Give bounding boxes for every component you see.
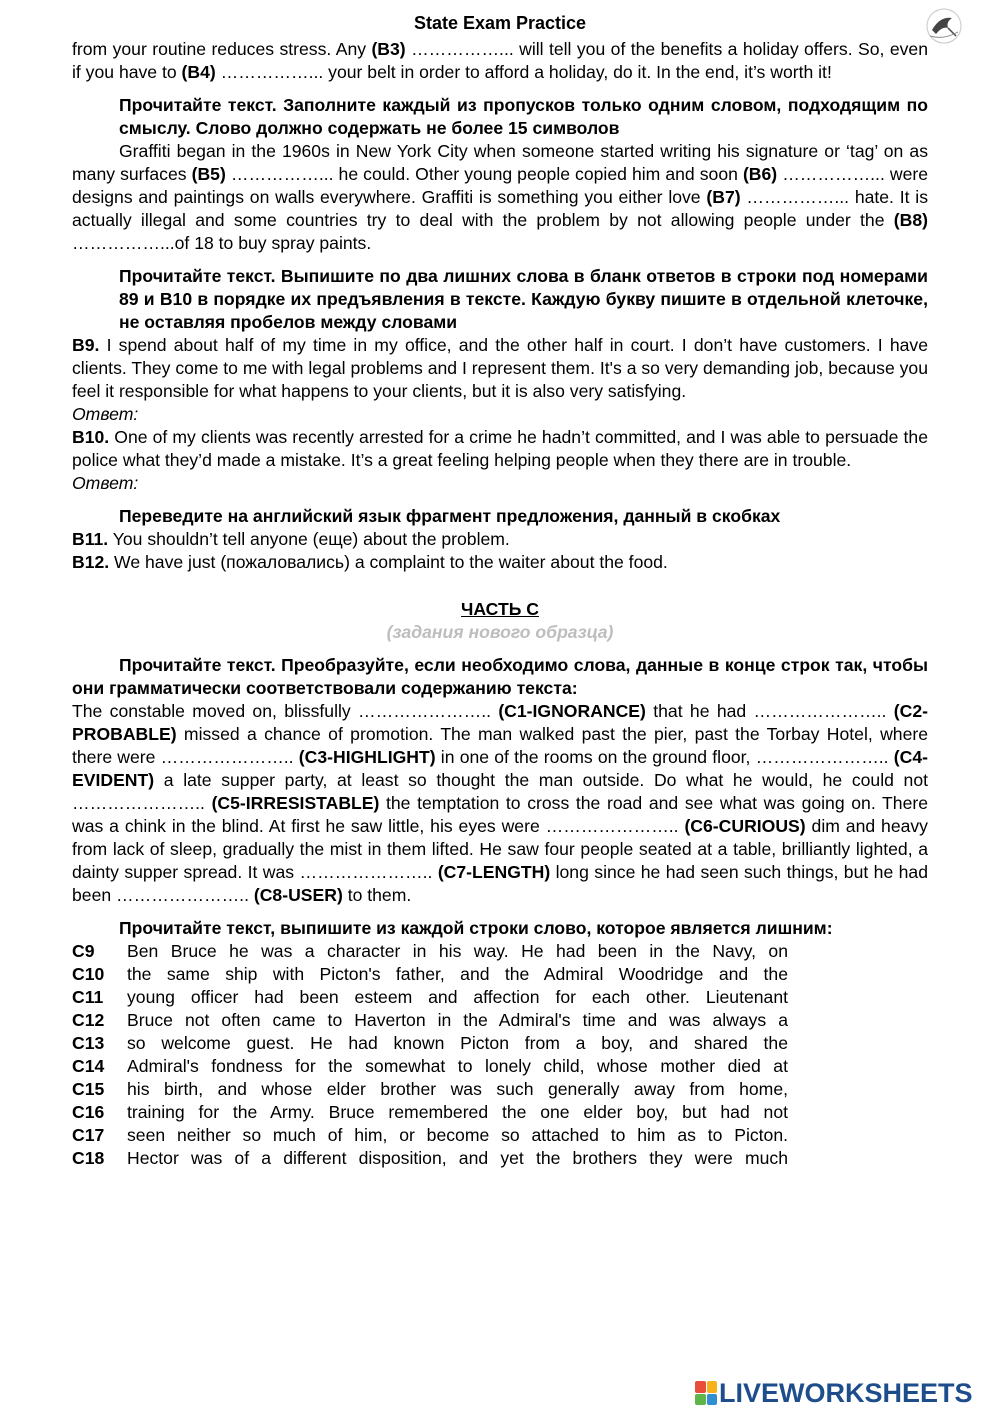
b12-label: B12.: [72, 552, 110, 572]
list-item: [72, 1078, 788, 1101]
line-number: C13: [72, 1033, 105, 1053]
gap-b5: (B5): [191, 164, 226, 184]
line-number: C9: [72, 941, 95, 961]
b11-label: B11.: [72, 529, 109, 549]
gap-b8: (B8): [893, 210, 928, 230]
page-title: State Exam Practice: [413, 13, 587, 33]
worksheet-content: [72, 38, 928, 1170]
gap-b3: (B3): [371, 39, 406, 59]
line-number: C11: [72, 987, 104, 1007]
b9-text: B9. I spend about half of my time in my office, and the other half in court. I don’t have customers. I have clients. They come to me with legal problems and I represent them. It's a so very demanding job, because you feel it responsible for what happens to your clients, but it is also very satisfying.: [72, 335, 928, 401]
constable-text: The constable moved on, blissfully ………………….. (C1-IGNORANCE) that he had ………………….. (C2-PROBABLE) missed a chance of promotion. The man walked past the pier, past the Torbay Hotel, where there were ………………….. (C3-HIGHLIGHT) in one of the rooms on the ground floor, ………………….. (C4-EVIDENT) a late supper party, at least so thought the man outside. Do what he would, he could not ………………….. (C5-IRRESISTABLE) the temptation to cross the road and see what was going on. There was a chink in the blind. At first he saw little, his eyes were ………………….. (C6-CURIOUS) dim and heavy from lack of sleep, gradually the mist in them lifted. He saw four people seated at a table, brilliantly lighted, a dainty supper spread. It was ………………….. (C7-LENGTH) long since he had seen such things, but he had been ………………….. (C8-USER) to them.: [72, 701, 928, 905]
list-item: [72, 1009, 788, 1032]
line-text: so welcome guest. He had known Picton from a boy, and shared the: [127, 1033, 788, 1053]
instruction-b11-b12: Переведите на английский язык фрагмент предложения, данный в скобках: [119, 506, 781, 526]
instruction-b5-b8: Прочитайте текст. Заполните каждый из пропусков только одним словом, подходящим по смыслу. Слово должно содержать не более 15 символов: [119, 95, 928, 138]
intro-paragraph: from your routine reduces stress. Any (B3) ……………... will tell you of the benefits a holiday offers. So, even if you have to (B4) ……………... your belt in order to afford a holiday, do it. In the end, it’s worth it!: [72, 39, 928, 82]
line-number: C12: [72, 1010, 105, 1030]
b10-text: B10. One of my clients was recently arrested for a crime he hadn’t committed, and I was able to persuade the police what they’d made a mistake. It’s a great feeling helping people when they there are in trouble.: [72, 427, 928, 470]
gap-c5: (C5-IRRESISTABLE): [211, 793, 380, 813]
b9-answer-field[interactable]: Ответ:: [72, 404, 139, 424]
watermark-text: LIVEWORKSHEETS: [719, 1378, 973, 1408]
part-c-title: ЧАСТЬ С: [461, 599, 539, 619]
instruction-b9-b10: Прочитайте текст. Выпишите по два лишних слова в бланк ответов в строки под номерами 89 и В10 в порядке их предъявления в тексте. Каждую букву пишите в отдельной клеточке, не оставляя пробелов между словами: [119, 266, 928, 332]
line-text: training for the Army. Bruce remembered the one elder boy, but had not: [127, 1102, 788, 1122]
line-number: C17: [72, 1125, 105, 1145]
b9-label: B9.: [72, 335, 100, 355]
list-item: [72, 1101, 788, 1124]
liveworksheets-watermark[interactable]: [695, 1378, 973, 1408]
gap-c3: (C3-HIGHLIGHT): [298, 747, 436, 767]
gap-c2: (C2-PROBABLE): [72, 701, 928, 744]
part-c-subtitle: (задания нового образца): [386, 622, 614, 642]
line-text: Hector was of a different disposition, and yet the brothers they were much: [127, 1148, 788, 1168]
gap-b6: (B6): [742, 164, 778, 184]
liveworksheets-logo-icon: [695, 1381, 717, 1405]
line-text: Admiral's fondness for the somewhat to lonely child, whose mother died at: [127, 1056, 788, 1076]
gap-c8: (C8-USER): [253, 885, 343, 905]
list-item: [72, 1055, 788, 1078]
line-text: Bruce not often came to Haverton in the Admiral's time and was always a: [127, 1010, 788, 1030]
line-text: the same ship with Picton's father, and the Admiral Woodridge and the: [127, 964, 788, 984]
line-text: seen neither so much of him, or become so attached to him as to Picton.: [127, 1125, 788, 1145]
b12-text: B12. We have just (пожаловались) a complaint to the waiter about the food.: [72, 552, 668, 572]
line-number: C10: [72, 964, 105, 984]
line-text: his birth, and whose elder brother was such generally away from home,: [127, 1079, 788, 1099]
list-item: [72, 1124, 788, 1147]
line-text: Ben Bruce he was a character in his way. He had been in the Navy, on: [127, 941, 788, 961]
b10-label: B10.: [72, 427, 110, 447]
list-item: [72, 986, 788, 1009]
gap-b4: (B4): [181, 62, 216, 82]
gap-c7: (C7-LENGTH): [437, 862, 551, 882]
gap-c4: (C4-EVIDENT): [72, 747, 928, 790]
line-number: C14: [72, 1056, 105, 1076]
line-number: C18: [72, 1148, 105, 1168]
gap-b7: (B7): [706, 187, 741, 207]
numbered-lines: [72, 940, 788, 1170]
list-item: [72, 940, 788, 963]
line-text: young officer had been esteem and affection for each other. Lieutenant: [127, 987, 788, 1007]
b11-text: B11. You shouldn’t tell anyone (еще) about the problem.: [72, 529, 510, 549]
b10-answer-field[interactable]: Ответ:: [72, 473, 139, 493]
bird-logo-icon: [922, 6, 966, 46]
instruction-c9-c18: Прочитайте текст, выпишите из каждой строки слово, которое является лишним:: [119, 918, 833, 938]
list-item: [72, 1147, 788, 1170]
list-item: [72, 1032, 788, 1055]
line-number: C15: [72, 1079, 105, 1099]
gap-c1: (C1-IGNORANCE): [498, 701, 646, 721]
list-item: [72, 963, 788, 986]
gap-c6: (C6-CURIOUS): [684, 816, 806, 836]
graffiti-text: Graffiti began in the 1960s in New York City when someone started writing his signature or ‘tag’ on as many surfaces (B5) ……………... he could. Other young people copied him and soon (B6) ……………... were designs and paintings on walls everywhere. Graffiti is something you either love (B7) ……………... hate. It is actually illegal and some countries try to deal with the problem by not allowing people under the (B8) ……………...of 18 to buy spray paints.: [72, 141, 929, 253]
line-number: C16: [72, 1102, 105, 1122]
instruction-c1-c8: Прочитайте текст. Преобразуйте, если необходимо слова, данные в конце строк так, чтобы они грамматически соответствовали содержанию текста:: [72, 655, 928, 698]
